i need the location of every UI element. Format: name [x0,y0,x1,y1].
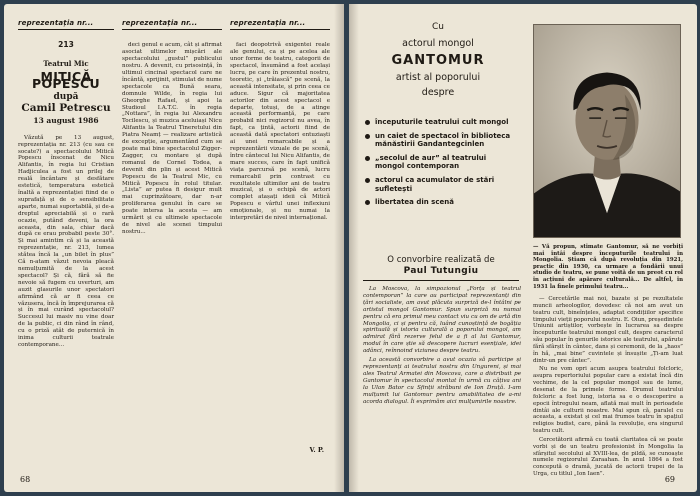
page-number-right: 69 [664,475,675,484]
topic-item [363,176,515,193]
article-signature: V. P. [309,446,324,454]
intro-paragraph: La Moscova, la simpozionul „Forța și teatrul contemporan” la care au participat reprezentanți din țări socialiste, am avut plăcuta surpriză de-l întâlni pe artistul mongol Gantomur. Spun surpriză nu numai pentru că era primul meu contact viu cu om de artă din Mongolia, ci și pentru că, luând cunoștință de bogăția spirituală și istoria culturală a poporului mongol, am admirat fără rezerve felul de a fi al lui Gantomur, modul în care știe să descopere lucruri esențiale, idei adânci, reînnoind viziunea despre teatru. [363,286,521,355]
left-page [4,4,344,492]
portrait-photo-graphic [534,25,680,237]
left-column-2 [122,20,222,472]
heading-cu: Cu [432,22,444,32]
interview-byline [363,255,519,276]
article-dupa: după [53,92,79,103]
heading-artist: artist al poporului [395,72,481,83]
topic-item [363,118,515,127]
topic-item [363,198,515,207]
running-head-rule [122,29,222,31]
article-date: 13 august 1986 [33,115,99,125]
interview-intro [363,286,521,472]
topic-text: „secolul de aur” al teatrului mongol contemporan [375,153,487,171]
right-page [349,4,697,492]
article-body-col1: Văzută pe 13 august, reprezentația nr. 213 (cu sau ce socate?) a spectacolului Mitică Popescu înscenat de Nicu Alifantis, în regia lui Cristian Hadjiculea a fost un prilej de reală încântare și desfătare estetică, temperatura estetică înaltă a reprezentației fiind de o suprafață și de o sensibilitate aparte, numai suportabilă, și de-a dreptul apreciabilă și o rară ocazie, putând deveni, la ora aceasta, din sala, chiar dacă după ce erau probabil peste 30°. Și mai amintim că și la această reprezentație, nr. 213, lumea stătea încă la „un bilet în plus” Că n-atam văzut nevoia pleacă nemulțumită de la acest spectacol? Și că, fără să fie nevoie să fugem cu uverturi, am auzit glasurile unor spectatori afirmând că ar fi ceea ce văzusera, încă în împrejurarea că și în mai curând spectacolul? Succesul lui masiv nu vine doar de la public, ci din rând în rând, cu o priză atât de puternică în inima culturii teatrale contemporane... [18,134,114,348]
article-body-col3: faci deopotrivă exigentei reale ale genului, ca și pe acelea ale unor forme de teatru, categorii de spectacol, însumând a fost același lucru, pe care în prezentul nostru, teoretic, și „trăiască” pe scenă, la această intensitate, și prin ceea ce aduce. Sigur că majoritatea actorilor din acest spectacol e departe, totuși, de a atinge această performanță, pe care probabil nici regizorul nu avea, în fapt, ca țintă, actorii fiind de această dată spectatori entuziaști ai unei remarcabile și a reprezentării vizuale de pe scenă, între cântecul lui Nicu Alifantis, de mare succes, care în fapt unifică viața parcursă pe scenă, lucru remarcabil prin contrast cu rezultatele ultimilor ani de teatru muzical, și o echipă de actori complet atașați ideii că Mitică Popescu e vârful unei inflexiuni emoționale, și nu numai la interpretări de nivel internațional. [230,42,330,222]
article-number: 213 [58,40,74,50]
page-number-left: 68 [20,475,31,484]
left-gutter-shadow [334,4,344,492]
byline-rule [363,280,519,281]
topic-list [363,118,515,212]
column-paragraph: — Cercetările mai noi, bazate și pe rezultatele muncii arheologilor, dovedesc că noi am avut un teatru cult, bineînțeles, adaptat condițiilor specifice timpului vieții poporului nostru. E. Oiun, președintele Uniunii artiștilor, vorbește în lucrarea sa despre începuturile teatrului mongol cult, despre caracterul său popular în genurile istorice ale teatrului, apărute fără sfârșit în cântec, dans și ceremonii, de la „haos” în hă, „mai bine” cuvintele și însușite „Ți-am luat dintr-un pre cântec”. [533,296,683,364]
running-head: reprezentația nr... [122,19,198,27]
article-body-col2: deci genul e acum, cât și afirmat asociat ultimelor mișcări ale spectacolului „gustul” publicului nostru. A devenit, cu prisosință, în ultimul cincinal spectacol care ne încântă, sprijinit, stimulat de nume spectacole ca Bună seara, domnule Wilde, în regia lui Gheorghe Rafael, și apoi la Studioul I.A.T.C. în regia „Nottara”, în regia lui Alexandru Tocilescu, și muzica aceluiași Nicu Alifantis la Teatrul Tineretului din Piatra Neamț — realizare artistică de excepție, argumentând cum se poate mai bine spectacolul Zigger-Zagger, cu montare și după romanul de Cornel Todea, a devenit din plin și acest Mitică Popescu de la Teatrul Mic, cu Mitică Popescu în rolul titular. „Lista” ar putea fi desigur mult mai cuprinzătoare, dar n-ar proliferarea genului în care se poate intersa la acesta — am urmărit și cu ultimele spectacole de nivel ale scenei timpului nostru... [122,42,222,235]
running-head: reprezentația nr... [230,19,306,27]
right-column-text [533,296,683,478]
bullet-dot-icon [365,134,370,139]
running-head: reprezentația nr... [18,19,94,27]
bullet-dot-icon [365,120,370,125]
topic-text: un caiet de spectacol în biblioteca mănăstirii Gandantegcinlen [375,131,511,149]
topic-item [363,132,515,149]
article-author: Camil Petrescu [21,101,111,114]
running-head-rule [18,29,114,31]
right-gutter-shadow [349,4,359,492]
heading-actorul: actorul mongol [402,38,474,49]
topic-text: libertatea din scenă [375,198,454,207]
running-head-rule [230,29,330,31]
heading-name: GANTOMUR [391,53,485,68]
article-theatre: Teatrul Mic [43,59,89,69]
byline-line: O convorbire realizată de [387,255,495,265]
bullet-dot-icon [365,156,370,161]
left-column-3 [230,20,330,472]
column-paragraph: Cercetătorii afirmă cu toată claritatea că se poate vorbi și de un teatru profesionist în Mongolia la sfârșitul secolului al XVIII-lea, de pildă, se cunoaște numele regizorului Zaraahan. În anul 1864 a fost concepută o dramă, jucată de actorii trupei de la Urga, cu titlul „Ion Iaen”. [533,436,683,478]
left-column-1 [18,20,114,472]
topic-text: începuturile teatrului cult mongol [375,118,509,126]
portrait-photo [533,24,681,238]
bullet-dot-icon [365,178,370,183]
topic-item [363,154,515,171]
interview-heading [363,22,513,106]
byline-author: Paul Tutungiu [403,265,479,276]
article-title: MITICĂ POPESCU [32,69,100,92]
column-paragraph: Nu ne vom opri acum asupra teatrului folcloric, asupra repertoriului popular care a existat încă din vechime, de la cel popular mongol sau de lume, desenat de la primele forme. Drumul teatrului folcloric a fost lung, istoria sa e o descoperire a epocii întregului neam, aflată mai mult în perioadele dintâi ale culturii noastre. Mai spun că, paralel cu aceasta, a existat și cel mai frumos teatru în spațiul religios budist, care, până la revoluție, era singurul teatru cult. [533,366,683,435]
intro-paragraph: La această convorbire a avut ocazia să participe și reprezentanți ai teatrului nostru din Ungureni, și mai ales Teatrul Armatei din Moscova, care a distribuit pe Gantomur în spectacolul montat în urmă cu câțiva ani la Ulan Bator cu Sfinții străbuni de Ion Druță. I-am mulțumit lui Gantomur pentru amabilitatea de a-mi acorda dialogul. Îi exprimăm aici mulțumirile noastre. [363,357,521,405]
topic-text: actorul ca acumulator de stări sufletești [375,175,495,193]
bullet-dot-icon [365,200,370,205]
photo-caption: — Vă propun, stimate Gantomur, să ne vorbiți mai întâi despre începuturile teatrului în Mongolia. Știam că după revoluția din 1921, practic din 1930, ca urmare a fondării unui studio de teatru, se pune voită de un preot cu rol în acțiuni de apărare culturală... De altfel, în 1931 la finele primului teatru... [533,244,683,290]
heading-despre: despre [421,87,455,98]
